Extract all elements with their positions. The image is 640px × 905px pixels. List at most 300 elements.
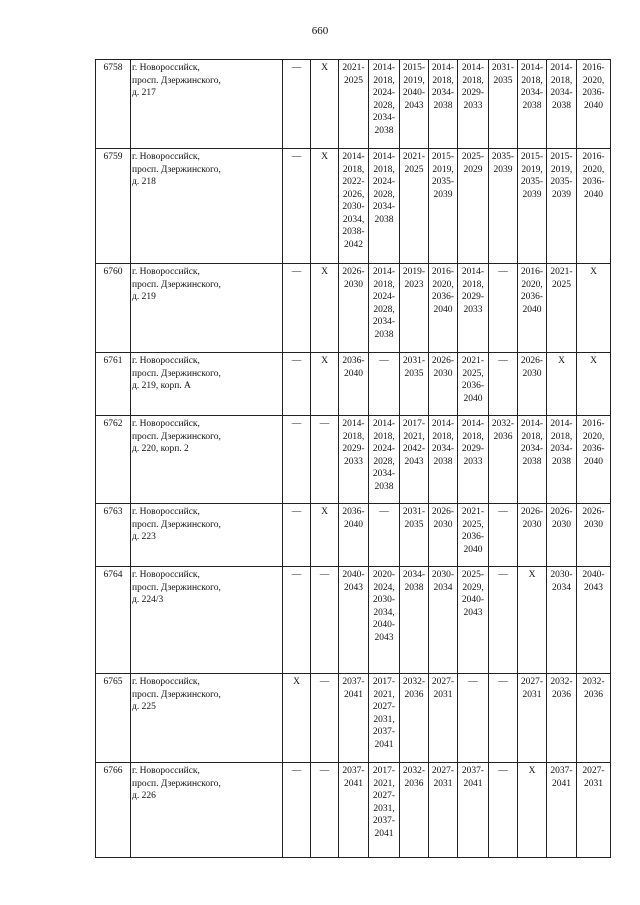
period-line: 2031 xyxy=(522,689,542,700)
period-cell xyxy=(577,149,611,264)
period-cell xyxy=(283,567,311,674)
period-line: 2028, xyxy=(373,189,395,200)
period-line: — xyxy=(291,570,302,580)
period-cell xyxy=(458,763,489,858)
period-cell xyxy=(518,353,547,416)
period-cell xyxy=(339,416,369,504)
row-number: 6763 xyxy=(96,504,131,567)
period-cell xyxy=(311,416,339,504)
period-cell xyxy=(311,60,339,149)
period-line: 2035- xyxy=(431,177,455,187)
period-line: 2020, xyxy=(582,164,605,175)
period-cell xyxy=(339,60,369,149)
period-cell xyxy=(339,504,369,567)
period-cell xyxy=(489,149,518,264)
address-cell xyxy=(131,763,283,858)
period-line: 2036- xyxy=(461,532,485,542)
period-line: 2034, xyxy=(373,607,395,618)
period-line: 2041 xyxy=(344,778,363,789)
period-line: 2014- xyxy=(520,419,544,429)
period-cell xyxy=(518,149,547,264)
period-line: 2036- xyxy=(431,292,455,302)
period-cell xyxy=(429,674,458,763)
address-line: д. 224/3 xyxy=(132,595,164,605)
period-cell xyxy=(547,149,577,264)
period-cell xyxy=(283,674,311,763)
period-line: 2018, xyxy=(432,75,454,86)
period-line: 2031 xyxy=(584,778,603,789)
table-row xyxy=(96,567,611,674)
period-line: 2014- xyxy=(550,419,573,429)
period-cell xyxy=(458,416,489,504)
period-line: 2021, xyxy=(373,778,395,789)
period-cell xyxy=(369,149,400,264)
period-line: 2036- xyxy=(342,507,365,517)
period-line: 2025- xyxy=(461,152,485,162)
period-line: 2034- xyxy=(402,570,426,580)
table-row xyxy=(96,504,611,567)
period-line: 2038 xyxy=(552,456,571,467)
period-cell xyxy=(489,504,518,567)
row-number: 6766 xyxy=(96,763,131,858)
period-cell xyxy=(489,353,518,416)
period-line: 2037- xyxy=(342,766,365,776)
period-line: 2040 xyxy=(522,304,542,315)
table-row xyxy=(96,60,611,149)
period-cell xyxy=(458,504,489,567)
period-line: 2035- xyxy=(550,177,573,187)
period-line: X xyxy=(558,356,565,366)
period-line: 2014- xyxy=(431,63,455,73)
period-cell xyxy=(283,149,311,264)
period-line: 2039 xyxy=(433,189,453,200)
address-line: просп. Дзержинского, xyxy=(132,279,221,290)
period-line: — xyxy=(468,677,478,687)
period-line: X xyxy=(321,152,328,162)
address-cell xyxy=(131,416,283,504)
period-line: 2040 xyxy=(584,456,603,467)
period-cell xyxy=(489,674,518,763)
period-cell xyxy=(283,353,311,416)
address-line: д. 226 xyxy=(132,791,156,801)
period-line: 2029- xyxy=(461,88,485,98)
address-line: просп. Дзержинского, xyxy=(132,778,221,789)
period-line: 2036 xyxy=(584,689,603,700)
table-row xyxy=(96,674,611,763)
period-line: 2028, xyxy=(373,100,395,111)
period-cell xyxy=(518,416,547,504)
period-line: — xyxy=(498,356,508,366)
period-line: 2030- xyxy=(342,202,365,212)
period-line: 2033 xyxy=(463,100,483,111)
period-cell xyxy=(489,416,518,504)
period-line: 2027- xyxy=(431,766,455,776)
registry-body xyxy=(96,60,611,858)
period-line: 2027- xyxy=(582,766,605,776)
period-line: — xyxy=(319,570,330,580)
period-line: 2025- xyxy=(461,570,485,580)
period-line: X xyxy=(321,267,328,277)
period-cell xyxy=(577,674,611,763)
period-line: 2015- xyxy=(402,63,426,73)
period-line: 2030 xyxy=(433,519,453,530)
period-line: 2040 xyxy=(344,368,363,379)
period-cell xyxy=(429,504,458,567)
period-line: 2018, xyxy=(462,431,484,442)
period-line: 2033 xyxy=(463,456,483,467)
period-line: 2014- xyxy=(372,267,396,277)
period-cell xyxy=(311,763,339,858)
period-cell xyxy=(458,567,489,674)
period-cell xyxy=(547,504,577,567)
period-cell xyxy=(400,567,429,674)
page-number: 660 xyxy=(311,25,329,37)
registry-table xyxy=(95,59,611,858)
period-line: 2043 xyxy=(344,582,363,593)
period-line: 2027- xyxy=(520,677,544,687)
period-line: 2021, xyxy=(403,431,425,442)
row-number: 6764 xyxy=(96,567,131,674)
address-line: г. Новороссийск, xyxy=(132,267,200,277)
period-line: 2019, xyxy=(403,75,425,86)
period-cell xyxy=(311,353,339,416)
period-line: 2038 xyxy=(374,214,394,225)
period-line: 2029- xyxy=(461,444,485,454)
period-line: 2014- xyxy=(431,419,455,429)
period-cell xyxy=(518,674,547,763)
period-line: 2026- xyxy=(342,267,365,277)
period-line: 2035 xyxy=(404,368,424,379)
period-line: 2038- xyxy=(342,227,365,237)
period-line: 2025 xyxy=(552,279,571,290)
period-line: 2040 xyxy=(463,393,483,404)
period-line: 2040 xyxy=(584,100,603,111)
period-line: 2014- xyxy=(461,419,485,429)
table-row xyxy=(96,763,611,858)
period-cell xyxy=(400,416,429,504)
period-cell xyxy=(369,353,400,416)
period-cell xyxy=(489,60,518,149)
period-cell xyxy=(400,674,429,763)
period-line: 2016- xyxy=(582,63,605,73)
period-line: — xyxy=(291,766,302,776)
period-line: 2031 xyxy=(433,778,453,789)
period-line: 2034- xyxy=(431,88,455,98)
period-cell xyxy=(458,60,489,149)
period-line: 2043 xyxy=(404,456,424,467)
period-line: 2025 xyxy=(404,164,424,175)
period-line: 2041 xyxy=(344,689,363,700)
period-line: 2038 xyxy=(404,582,424,593)
period-line: 2029- xyxy=(461,292,485,302)
table-row xyxy=(96,353,611,416)
address-line: д. 218 xyxy=(132,177,156,187)
period-line: 2018, xyxy=(342,164,365,175)
period-line: 2014- xyxy=(461,63,485,73)
period-line: 2026, xyxy=(342,189,365,200)
period-cell xyxy=(577,60,611,149)
period-line: 2030 xyxy=(522,368,542,379)
address-cell xyxy=(131,504,283,567)
period-line: 2031- xyxy=(402,356,426,366)
period-line: 2018, xyxy=(373,279,395,290)
period-cell xyxy=(369,763,400,858)
period-line: 2038 xyxy=(374,481,394,492)
period-line: 2034, xyxy=(342,214,365,225)
period-line: 2034- xyxy=(520,444,544,454)
period-line: X xyxy=(321,356,328,366)
period-line: 2041 xyxy=(552,778,571,789)
address-line: д. 217 xyxy=(132,88,156,98)
period-line: 2036- xyxy=(582,444,605,454)
address-line: г. Новороссийск, xyxy=(132,419,200,429)
period-line: 2019, xyxy=(521,164,543,175)
period-line: 2018, xyxy=(342,431,365,442)
period-line: 2034- xyxy=(520,88,544,98)
period-cell xyxy=(489,567,518,674)
period-line: 2038 xyxy=(433,456,453,467)
period-cell xyxy=(283,264,311,353)
period-line: 2043 xyxy=(374,632,394,643)
period-line: — xyxy=(498,507,508,517)
period-line: 2026- xyxy=(520,356,544,366)
address-cell xyxy=(131,567,283,674)
period-line: 2036 xyxy=(404,689,424,700)
address-line: г. Новороссийск, xyxy=(132,152,200,162)
period-cell xyxy=(283,763,311,858)
address-cell xyxy=(131,353,283,416)
period-line: 2034 xyxy=(552,582,571,593)
period-line: 2018, xyxy=(462,279,484,290)
period-line: 2020, xyxy=(582,75,605,86)
period-cell xyxy=(577,504,611,567)
period-line: 2021- xyxy=(550,267,573,277)
period-cell xyxy=(547,416,577,504)
period-cell xyxy=(369,264,400,353)
period-cell xyxy=(429,60,458,149)
period-cell xyxy=(400,149,429,264)
period-cell xyxy=(429,763,458,858)
address-line: просп. Дзержинского, xyxy=(132,689,221,700)
period-line: 2042 xyxy=(344,239,363,250)
period-line: 2026- xyxy=(550,507,573,517)
period-cell xyxy=(458,353,489,416)
period-line: 2032- xyxy=(582,677,605,687)
period-line: X xyxy=(590,356,597,366)
period-line: 2025, xyxy=(462,368,484,379)
period-cell xyxy=(577,416,611,504)
period-line: 2021- xyxy=(402,152,426,162)
period-line: 2018, xyxy=(373,431,395,442)
period-cell xyxy=(577,763,611,858)
period-cell xyxy=(400,763,429,858)
period-line: 2024, xyxy=(373,582,395,593)
period-cell xyxy=(547,353,577,416)
period-cell xyxy=(518,763,547,858)
period-line: — xyxy=(498,766,508,776)
address-line: г. Новороссийск, xyxy=(132,356,200,366)
period-line: 2021- xyxy=(342,63,365,73)
period-cell xyxy=(429,353,458,416)
period-cell xyxy=(311,567,339,674)
period-cell xyxy=(458,674,489,763)
period-line: 2030- xyxy=(372,595,396,605)
period-line: 2019- xyxy=(402,267,426,277)
address-line: просп. Дзержинского, xyxy=(132,519,221,530)
period-line: 2017- xyxy=(402,419,426,429)
address-cell xyxy=(131,60,283,149)
period-line: 2035- xyxy=(491,152,515,162)
period-line: 2031- xyxy=(491,63,515,73)
period-line: 2015- xyxy=(431,152,455,162)
period-cell xyxy=(339,149,369,264)
address-line: д. 223 xyxy=(132,532,156,542)
period-line: 2034 xyxy=(433,582,453,593)
period-cell xyxy=(400,353,429,416)
period-line: 2014- xyxy=(342,419,365,429)
period-line: 2026- xyxy=(431,507,455,517)
address-line: просп. Дзержинского, xyxy=(132,431,221,442)
period-line: 2038 xyxy=(522,100,542,111)
period-line: — xyxy=(319,766,330,776)
period-cell xyxy=(429,149,458,264)
period-line: 2016- xyxy=(582,419,605,429)
period-cell xyxy=(283,504,311,567)
period-line: 2040- xyxy=(461,595,485,605)
row-number: 6758 xyxy=(96,60,131,149)
period-cell xyxy=(429,416,458,504)
period-line: — xyxy=(291,356,302,366)
period-cell xyxy=(369,504,400,567)
period-line: — xyxy=(291,507,302,517)
period-line: — xyxy=(498,570,508,580)
period-cell xyxy=(577,353,611,416)
period-line: 2014- xyxy=(342,152,365,162)
period-line: — xyxy=(291,267,302,277)
address-cell xyxy=(131,674,283,763)
table-row xyxy=(96,264,611,353)
period-cell xyxy=(283,416,311,504)
period-line: 2032- xyxy=(550,677,573,687)
period-line: 2042- xyxy=(402,444,426,454)
period-line: 2039 xyxy=(522,189,542,200)
period-line: 2040 xyxy=(344,519,363,530)
period-line: 2039 xyxy=(552,189,571,200)
period-line: 2034- xyxy=(550,444,573,454)
period-cell xyxy=(489,264,518,353)
period-line: 2029 xyxy=(463,164,483,175)
period-line: 2015- xyxy=(550,152,573,162)
period-line: X xyxy=(293,677,300,687)
period-line: 2041 xyxy=(463,778,483,789)
period-line: 2023 xyxy=(404,279,424,290)
period-line: 2030- xyxy=(550,570,573,580)
period-line: 2028, xyxy=(373,456,395,467)
period-line: 2037- xyxy=(342,677,365,687)
period-line: 2037- xyxy=(461,766,485,776)
period-cell xyxy=(311,504,339,567)
period-line: 2038 xyxy=(374,125,394,136)
period-line: 2029, xyxy=(462,582,484,593)
period-line: 2024- xyxy=(372,444,396,454)
period-line: 2035 xyxy=(493,75,513,86)
address-line: просп. Дзержинского, xyxy=(132,75,221,86)
period-line: 2040- xyxy=(582,570,605,580)
period-cell xyxy=(518,567,547,674)
period-line: X xyxy=(528,766,536,776)
period-line: 2024- xyxy=(372,292,396,302)
table-row xyxy=(96,149,611,264)
period-line: 2019, xyxy=(432,164,454,175)
period-line: 2040 xyxy=(584,189,603,200)
period-line: 2016- xyxy=(520,267,544,277)
period-cell xyxy=(547,264,577,353)
period-line: — xyxy=(498,677,508,687)
period-line: 2019, xyxy=(550,164,573,175)
period-line: 2034- xyxy=(372,469,396,479)
period-cell xyxy=(400,504,429,567)
period-line: 2016- xyxy=(431,267,455,277)
period-line: 2036- xyxy=(582,177,605,187)
period-line: 2026- xyxy=(431,356,455,366)
period-line: 2036- xyxy=(342,356,365,366)
period-line: 2026- xyxy=(582,507,605,517)
period-line: 2043 xyxy=(584,582,603,593)
period-line: 2020, xyxy=(582,431,605,442)
address-line: г. Новороссийск, xyxy=(132,677,200,687)
period-line: 2014- xyxy=(372,152,396,162)
period-line: 2039 xyxy=(493,164,513,175)
address-line: г. Новороссийск, xyxy=(132,507,200,517)
period-line: — xyxy=(319,677,330,687)
period-line: 2038 xyxy=(433,100,453,111)
period-line: 2034- xyxy=(372,113,396,123)
period-line: 2017- xyxy=(372,766,396,776)
period-line: 2032- xyxy=(402,677,426,687)
period-line: X xyxy=(321,507,328,517)
row-number: 6761 xyxy=(96,353,131,416)
period-line: 2027- xyxy=(372,791,396,801)
period-line: 2018, xyxy=(462,75,484,86)
period-line: 2018, xyxy=(521,75,543,86)
period-line: 2022- xyxy=(342,177,365,187)
period-line: 2038 xyxy=(522,456,542,467)
period-cell xyxy=(311,674,339,763)
period-cell xyxy=(369,60,400,149)
period-line: 2014- xyxy=(372,63,396,73)
period-line: 2037- xyxy=(372,727,396,737)
period-line: — xyxy=(379,356,389,366)
period-line: 2018, xyxy=(550,431,573,442)
period-line: 2021- xyxy=(461,356,485,366)
period-cell xyxy=(458,149,489,264)
period-line: 2036- xyxy=(582,88,605,98)
period-line: 2018, xyxy=(373,75,395,86)
address-cell xyxy=(131,149,283,264)
row-number: 6762 xyxy=(96,416,131,504)
period-line: 2029- xyxy=(342,444,365,454)
period-line: 2038 xyxy=(374,329,394,340)
period-line: 2032- xyxy=(491,419,515,429)
period-line: 2034- xyxy=(431,444,455,454)
period-line: 2020, xyxy=(521,279,543,290)
address-line: просп. Дзержинского, xyxy=(132,368,221,379)
period-line: 2014- xyxy=(550,63,573,73)
period-line: 2025 xyxy=(344,75,363,86)
period-line: X xyxy=(590,267,597,277)
address-line: д. 219 xyxy=(132,292,156,302)
period-line: 2040 xyxy=(463,544,483,555)
